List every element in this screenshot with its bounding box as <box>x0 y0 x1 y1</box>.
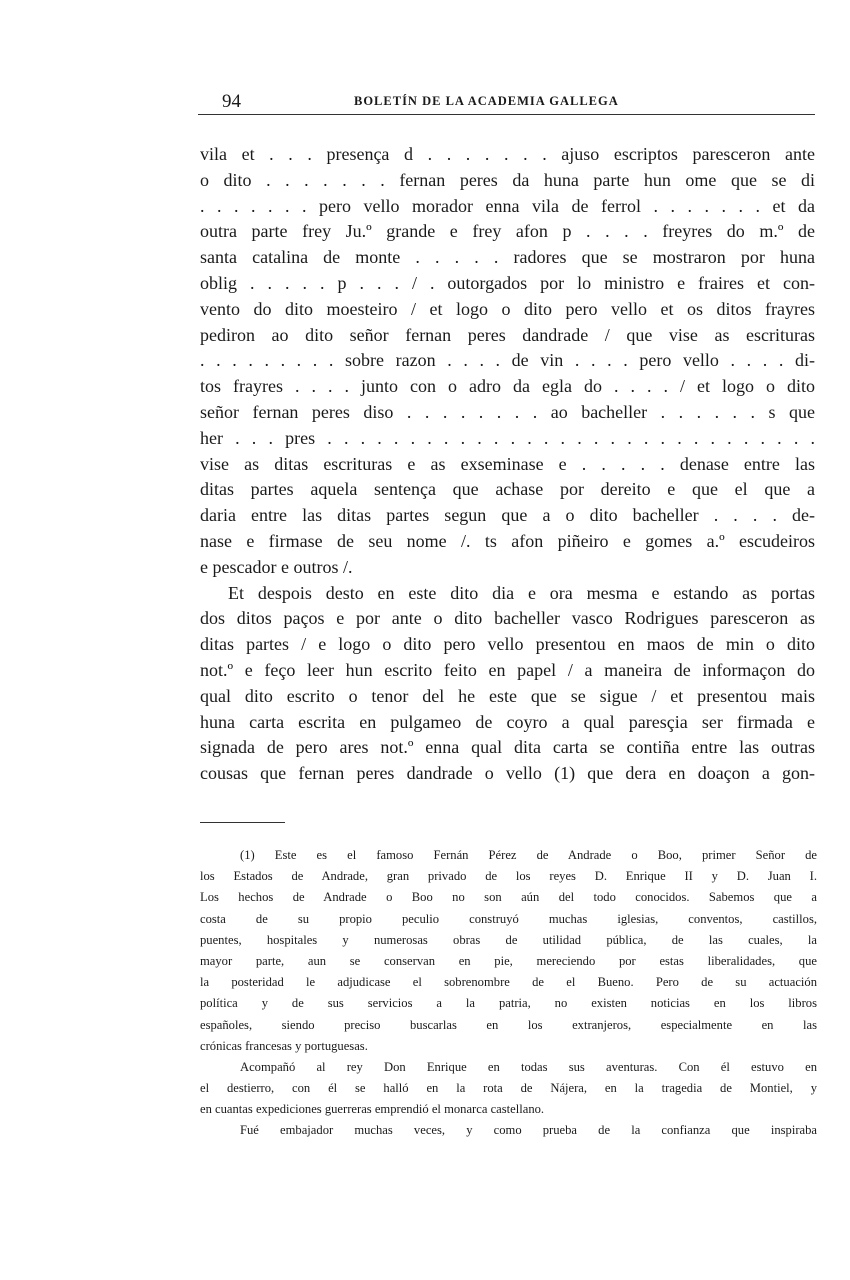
text-line: ditas partes / e logo o dito pero vello presentou en maos de min o dito <box>200 634 815 655</box>
footnote-line: Acompañó al rey Don Enrique en todas sus aventuras. Con él estuvo en <box>240 1059 817 1074</box>
footnote-line: la posteridad le adjudicase el sobrenombre de el Bueno. Pero de su actuación <box>200 975 817 990</box>
footnote-divider <box>200 822 285 823</box>
footnote-line: (1) Este es el famoso Fernán Pérez de Andrade o Boo, primer Señor de <box>240 848 817 862</box>
text-line: her . . . pres . . . . . . . . . . . . . . . . . . . . . . . . . . . . . . <box>200 427 815 448</box>
page-number: 94 <box>222 91 241 112</box>
footnote-line: Los hechos de Andrade o Boo no son aún del todo conocidos. Sabemos que a <box>200 890 817 905</box>
main-text <box>200 142 815 787</box>
text-line: señor fernan peres diso . . . . . . . . ao bacheller . . . . . . s que <box>200 401 815 422</box>
text-line: tos frayres . . . . junto con o adro da egla do . . . . / et logo o dito <box>200 376 815 397</box>
text-line: signada de pero ares not.º enna qual dita carta se contiña entre las outras <box>200 737 815 758</box>
text-line: qual dito escrito o tenor del he este que se sigue / et presentou mais <box>200 685 815 706</box>
running-title: BOLETÍN DE LA ACADEMIA GALLEGA <box>354 94 619 108</box>
text-line: . . . . . . . pero vello morador enna vila de ferrol . . . . . . . et da <box>200 195 815 216</box>
footnote-line: españoles, siendo preciso buscarlas en los extranjeros, especialmente en las <box>200 1017 817 1032</box>
footnotes <box>200 845 817 1142</box>
text-line: nase e firmase de seu nome /. ts afon piñeiro e gomes a.º escudeiros <box>200 530 815 551</box>
text-line: dos ditos paços e por ante o dito bacheller vasco Rodrigues paresceron as <box>200 608 815 629</box>
text-line: not.º e feço leer hun escrito feito en papel / a maneira de informaçon do <box>200 659 815 680</box>
footnote-line: los Estados de Andrade, gran privado de los reyes D. Enrique II y D. Juan I. <box>200 869 817 884</box>
text-line: cousas que fernan peres dandrade o vello (1) que dera en doaçon a gon- <box>200 763 815 784</box>
text-line: pediron ao dito señor fernan peres dandrade / que vise as escrituras <box>200 324 815 345</box>
text-line: outra parte frey Ju.º grande e frey afon p . . . . freyres do m.º de <box>200 221 815 242</box>
text-line: daria entre las ditas partes segun que a o dito bacheller . . . . de- <box>200 505 815 526</box>
text-line: santa catalina de monte . . . . . radores que se mostraron por huna <box>200 247 815 268</box>
footnote-line: mayor parte, aun se conservan en pie, mereciendo por estas liberalidades, que <box>200 953 817 968</box>
text-line: huna carta escrita en pulgameo de coyro a qual paresçia ser firmada e <box>200 711 815 732</box>
footnote-line: el destierro, con él se halló en la rota de Nájera, en la tragedia de Montiel, y <box>200 1081 817 1096</box>
footnote-line: en cuantas expediciones guerreras emprendió el monarca castellano. <box>200 1102 545 1117</box>
text-line: e pescador e outros /. <box>200 556 353 577</box>
text-line: oblig . . . . . p . . . / . outorgados por lo ministro e fraires et con- <box>200 272 815 293</box>
text-line: vento do dito moesteiro / et logo o dito pero vello et os ditos frayres <box>200 298 815 319</box>
text-line: o dito . . . . . . . fernan peres da huna parte hun ome que se di <box>200 169 815 190</box>
footnote-line: costa de su propio peculio construyó muchas iglesias, conventos, castillos, <box>200 911 817 926</box>
page-header <box>198 88 815 115</box>
text-line: Et despois desto en este dito dia e ora mesma e estando as portas <box>228 582 815 603</box>
text-line: vila et . . . presença d . . . . . . . ajuso escriptos paresceron ante <box>200 144 815 164</box>
text-line: vise as ditas escrituras e as exseminase e . . . . . denase entre las <box>200 453 815 474</box>
footnote-line: puentes, hospitales y numerosas obras de utilidad pública, de las cuales, la <box>200 932 817 947</box>
text-line: . . . . . . . . . sobre razon . . . . de vin . . . . pero vello . . . . di- <box>200 350 815 371</box>
text-line: ditas partes aquela sentença que achase por dereito e que el que a <box>200 479 815 500</box>
footnote-line: política y de sus servicios a la patria, no existen noticias en los libros <box>200 996 817 1011</box>
footnote-line: Fué embajador muchas veces, y como prueba de la confianza que inspiraba <box>240 1123 817 1138</box>
footnote-line: crónicas francesas y portuguesas. <box>200 1038 368 1053</box>
